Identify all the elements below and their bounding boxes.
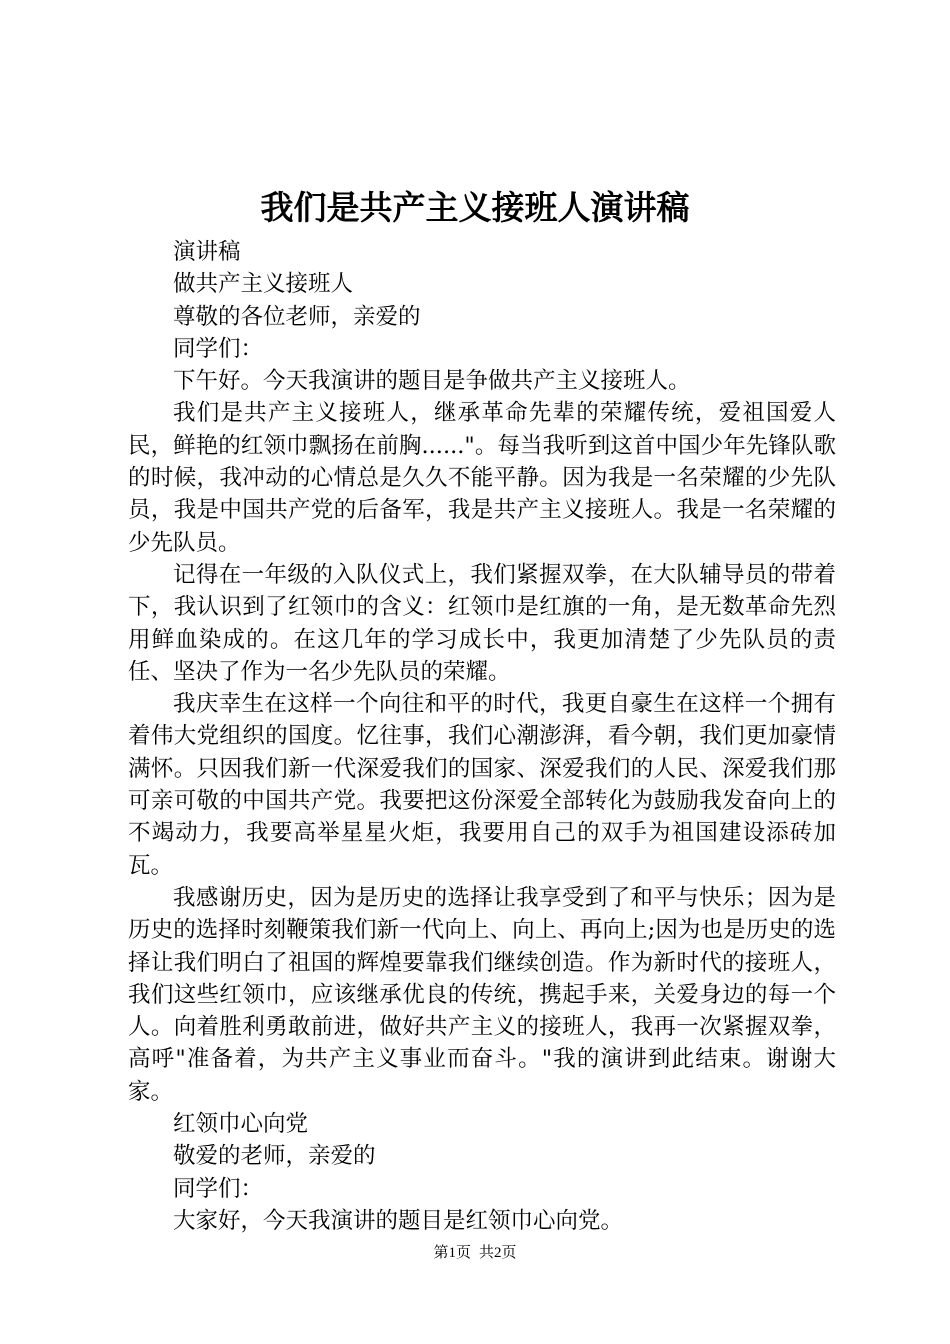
paragraph: 红领巾心向党	[173, 1111, 309, 1138]
page-total: 共2页	[479, 1245, 517, 1261]
paragraph: 演讲稿	[173, 239, 241, 265]
paragraph: 同学们：	[173, 335, 264, 362]
paragraph: 大家好，今天我演讲的题目是红领巾心向党。	[173, 1207, 624, 1234]
paragraph: 做共产主义接班人	[173, 271, 354, 298]
paragraph: 我庆幸生在这样一个向往和平的时代，我更自豪生在这样一个拥有着伟大党组织的国度。忆往事，我们心潮澎湃，看今朝，我们更加豪情满怀。只因我们新一代深爱我们的国家、深爱我们的人民、深爱我们那可亲可敬的中国共产党。我要把这份深爱全部转化为鼓励我发奋向上的不竭动力，我要高举星星火炬，我要用自己的双手为祖国建设添砖加瓦。	[128, 691, 836, 879]
document-body	[128, 236, 836, 1237]
paragraph: 下午好。今天我演讲的题目是争做共产主义接班人。	[173, 368, 691, 395]
paragraph: 尊敬的各位老师，亲爱的	[173, 303, 421, 330]
paragraph: 我感谢历史，因为是历史的选择让我享受到了和平与快乐；因为是历史的选择时刻鞭策我们新一代向上、向上、再向上;因为也是历史的选择让我们明白了祖国的辉煌要靠我们继续创造。作为新时代的接班人，我们这些红领巾，应该继承优良的传统，携起手来，关爱身边的每一个人。向着胜利勇敢前进，做好共产主义的接班人，我再一次紧握双拳，高呼"准备着，为共产主义事业而奋斗。"我的演讲到此结束。谢谢大家。	[128, 884, 836, 1105]
paragraph: 我们是共产主义接班人，继承革命先辈的荣耀传统，爱祖国爱人民，鲜艳的红领巾飘扬在前胸......"。每当我听到这首中国少年先锋队歌的时候，我冲动的心情总是久久不能平静。因为我是一名荣耀的少先队员，我是中国共产党的后备军，我是共产主义接班人。我是一名荣耀的少先队员。	[128, 400, 836, 556]
page-number: 第1页	[433, 1245, 471, 1261]
document-title: 我们是共产主义接班人演讲稿	[260, 188, 690, 227]
paragraph: 敬爱的老师，亲爱的	[173, 1143, 376, 1170]
page-footer	[0, 1243, 950, 1263]
paragraph: 同学们：	[173, 1175, 264, 1202]
paragraph: 记得在一年级的入队仪式上，我们紧握双拳，在大队辅导员的带着下，我认识到了红领巾的含义：红领巾是红旗的一角，是无数革命先烈用鲜血染成的。在这几年的学习成长中，我更加清楚了少先队员的责任、坚决了作为一名少先队员的荣耀。	[128, 561, 836, 685]
